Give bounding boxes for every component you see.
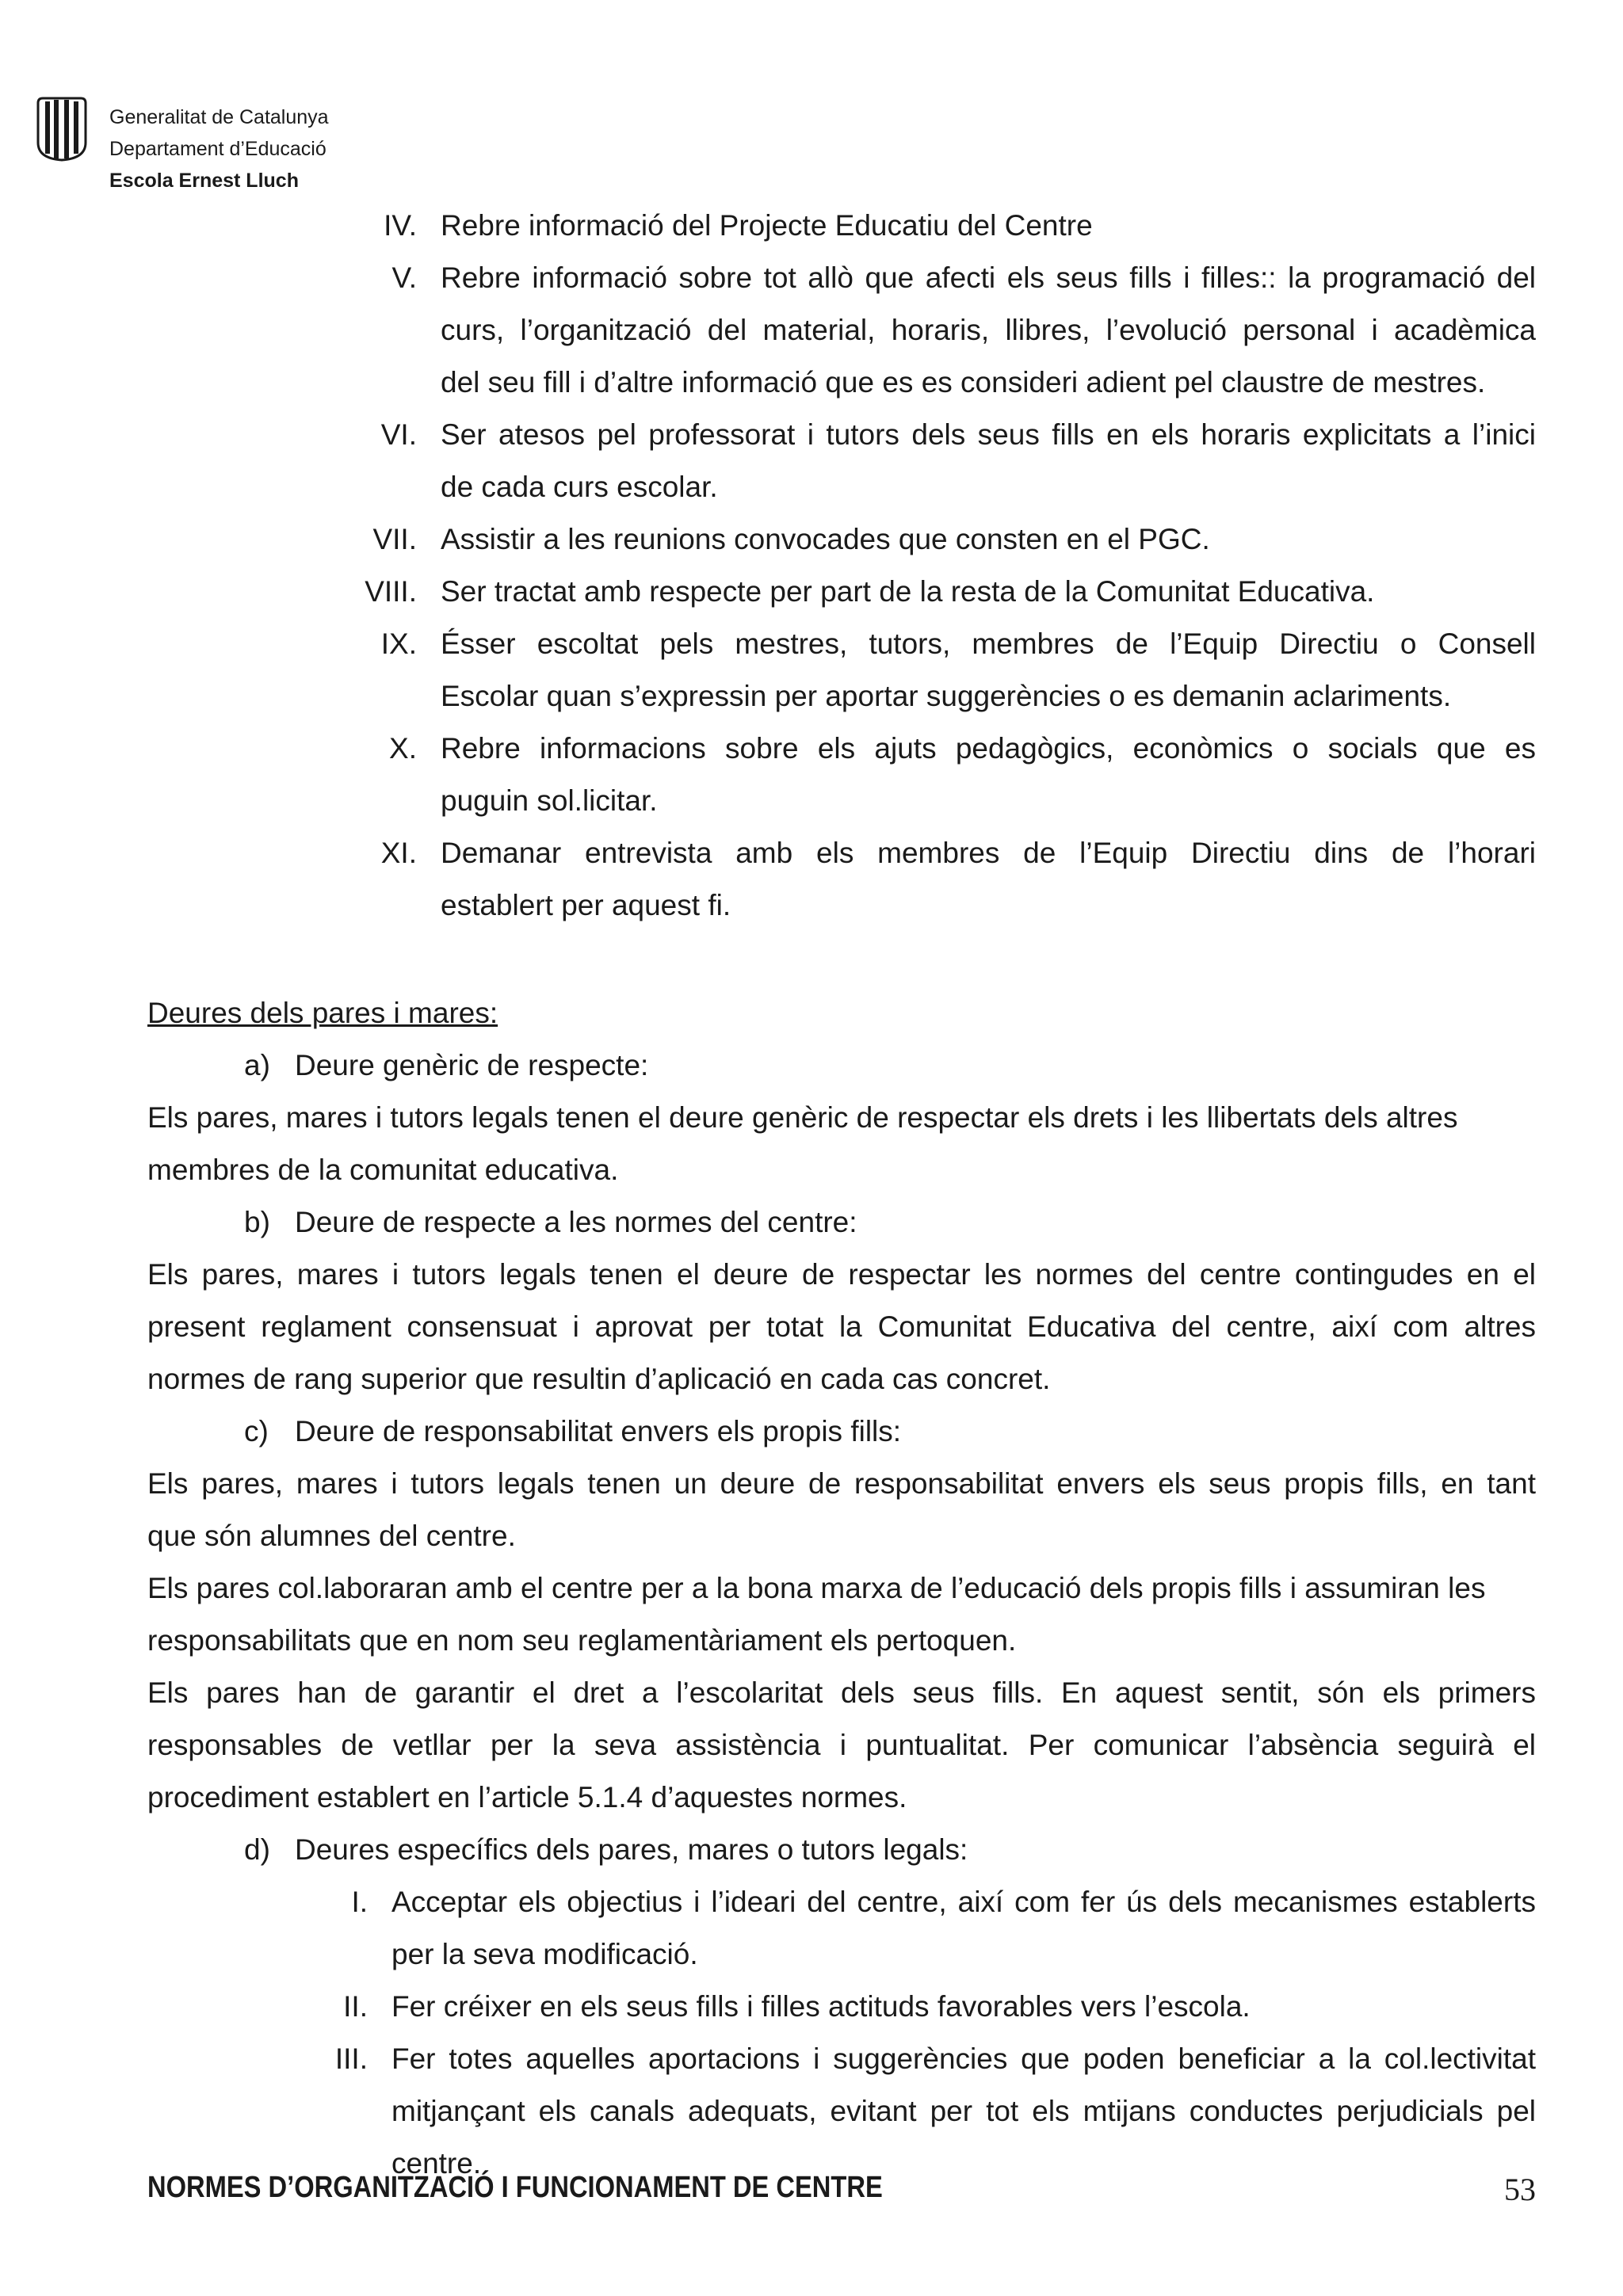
list-number: IV.: [384, 209, 417, 242]
list-text: Ser tractat amb respecte per part de la resta de la Comunitat Educativa.: [441, 575, 1375, 608]
paragraph-line: responsabilitats que en nom seu reglamentàriament els pertoquen.: [147, 1624, 1017, 1657]
list-text: Fer totes aquelles aportacions i suggerències que poden beneficiar a la col.lectivitat: [391, 2042, 1536, 2075]
header-department: Departament d’Educació: [109, 138, 327, 160]
subsection-label: c): [244, 1415, 269, 1447]
list-item: [0, 1876, 1623, 1928]
list-item: [0, 409, 1623, 461]
list-text: mitjançant els canals adequats, evitant per tot els mtijans conductes perjudicials pel: [391, 2095, 1536, 2127]
list-number: VI.: [380, 418, 417, 451]
list-text: de cada curs escolar.: [441, 471, 718, 503]
list-text: establert per aquest fi.: [441, 889, 731, 921]
list-text: per la seva modificació.: [391, 1938, 698, 1970]
paragraph-line: membres de la comunitat educativa.: [147, 1154, 619, 1186]
list-item-continued: [0, 461, 1623, 513]
list-text: Acceptar els objectius i l’ideari del centre, així com fer ús dels mecanismes establerts: [391, 1886, 1536, 1918]
list-item: [0, 2033, 1623, 2085]
paragraph-line: procediment establert en l’article 5.1.4 d’aquestes normes.: [147, 1781, 907, 1814]
paragraph-line: Els pares, mares i tutors legals tenen el deure de respectar les normes del centre contingudes en el: [147, 1258, 1536, 1291]
document-body: [0, 200, 1623, 2190]
list-text: centre.: [391, 2147, 482, 2180]
list-number: V.: [391, 261, 417, 294]
subsection-title: Deures específics dels pares, mares o tutors legals:: [295, 1833, 968, 1866]
list-text: Rebre informació sobre tot allò que afecti els seus fills i filles:: la programació del: [441, 261, 1536, 294]
list-item: [0, 513, 1623, 566]
list-item-continued: [0, 1928, 1623, 1981]
header-school: Escola Ernest Lluch: [109, 170, 299, 192]
paragraph-line: responsables de vetllar per la seva assistència i puntualitat. Per comunicar l’absència seguirà el: [147, 1729, 1536, 1761]
list-text: Rebre informacions sobre els ajuts pedagògics, econòmics o socials que es: [441, 732, 1536, 765]
paragraph-line: normes de rang superior que resultin d’aplicació en cada cas concret.: [147, 1363, 1051, 1395]
list-text: Escolar quan s’expressin per aportar suggerències o es demanin aclariments.: [441, 680, 1452, 712]
list-text: Fer créixer en els seus fills i filles actituds favorables vers l’escola.: [391, 1990, 1251, 2023]
generalitat-stripes-icon: [35, 97, 89, 162]
list-text: Demanar entrevista amb els membres de l’Equip Directiu dins de l’horari: [441, 837, 1536, 869]
subsection-c: [0, 1405, 1623, 1458]
list-text: Ésser escoltat pels mestres, tutors, membres de l’Equip Directiu o Consell: [441, 627, 1536, 660]
list-item: [0, 723, 1623, 775]
list-number: III.: [334, 2042, 368, 2075]
subsection-title: Deure de respecte a les normes del centre:: [295, 1206, 857, 1238]
list-text: del seu fill i d’altre informació que es es consideri adient pel claustre de mestres.: [441, 366, 1486, 399]
list-item: [0, 252, 1623, 304]
list-text: Rebre informació del Projecte Educatiu del Centre: [441, 209, 1093, 242]
list-text: Assistir a les reunions convocades que consten en el PGC.: [441, 523, 1210, 555]
list-item-continued: [0, 879, 1623, 932]
subsection-title: Deure de responsabilitat envers els propis fills:: [295, 1415, 902, 1447]
subsection-label: a): [244, 1049, 270, 1081]
list-item-continued: [0, 2085, 1623, 2138]
list-text: puguin sol.licitar.: [441, 784, 658, 817]
list-item: [0, 200, 1623, 252]
header-org: Generalitat de Catalunya: [109, 106, 329, 128]
list-text: Ser atesos pel professorat i tutors dels seus fills en els horaris explicitats a l’inici: [441, 418, 1536, 451]
section-heading: Deures dels pares i mares:: [147, 997, 498, 1029]
paragraph-line: Els pares, mares i tutors legals tenen un deure de responsabilitat envers els seus propis fills, en tant: [147, 1467, 1536, 1500]
subsection-a: [0, 1039, 1623, 1092]
list-number: IX.: [380, 627, 417, 660]
list-item-continued: [0, 775, 1623, 827]
list-item: [0, 1981, 1623, 2033]
paragraph-line: present reglament consensuat i aprovat per totat la Comunitat Educativa del centre, així com altres: [147, 1310, 1536, 1343]
list-item: [0, 566, 1623, 618]
list-item-continued: [0, 670, 1623, 723]
subsection-b: [0, 1196, 1623, 1249]
subsection-title: Deure genèric de respecte:: [295, 1049, 649, 1081]
list-number: I.: [351, 1886, 368, 1918]
subsection-label: d): [244, 1833, 270, 1866]
duties-list: [0, 1876, 1623, 2190]
list-number: II.: [343, 1990, 368, 2023]
paragraph-line: Els pares han de garantir el dret a l’escolaritat dels seus fills. En aquest sentit, són els primers: [147, 1676, 1536, 1709]
list-item-continued: [0, 357, 1623, 409]
paragraph-line: Els pares col.laboraran amb el centre per a la bona marxa de l’educació dels propis fills i assumiran les: [147, 1572, 1486, 1604]
subsection-label: b): [244, 1206, 270, 1238]
list-item-continued: [0, 304, 1623, 357]
list-number: VII.: [372, 523, 417, 555]
list-text: curs, l’organització del material, horaris, llibres, l’evolució personal i acadèmica: [441, 314, 1536, 346]
footer-title: NORMES D’ORGANITZACIÓ I FUNCIONAMENT DE CENTRE: [147, 2171, 883, 2204]
list-item: [0, 827, 1623, 879]
rights-list: [0, 200, 1623, 932]
list-item: [0, 618, 1623, 670]
page-footer: [147, 2171, 1536, 2218]
list-number: X.: [389, 732, 417, 765]
page-number: 53: [1504, 2172, 1536, 2207]
paragraph-line: que són alumnes del centre.: [147, 1520, 516, 1552]
paragraph-line: Els pares, mares i tutors legals tenen el deure genèric de respectar els drets i les llibertats dels altres: [147, 1101, 1458, 1134]
subsection-d: [0, 1824, 1623, 1876]
list-number: XI.: [380, 837, 417, 869]
list-number: VIII.: [365, 575, 417, 608]
